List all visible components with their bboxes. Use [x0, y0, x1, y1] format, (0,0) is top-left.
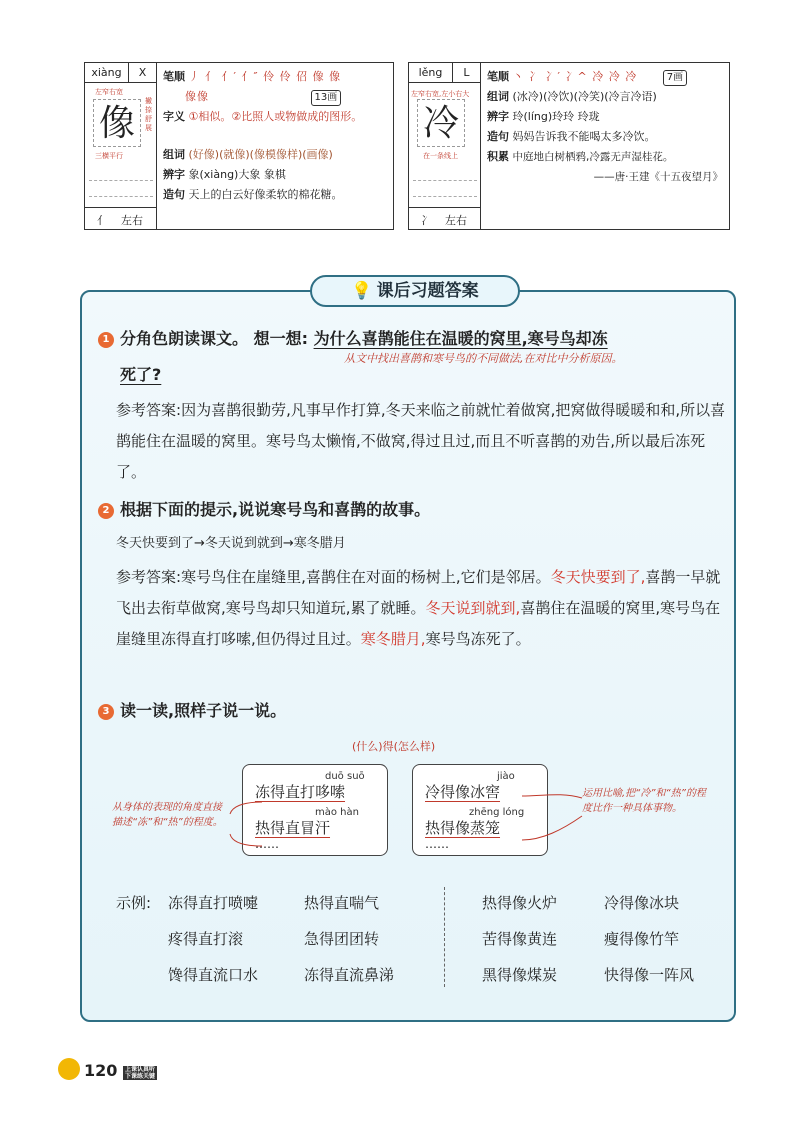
answer-label: 参考答案:: [116, 568, 182, 586]
meaning: ①相似。②比照人或物做成的图形。: [188, 110, 363, 123]
answer-part-3: 喜鹊住在温暖的窝里,寒号鸟在崖缝里冻得直打哆嗦,但仍得过且过。: [116, 599, 721, 648]
banner-title: 课后习题答案: [376, 281, 479, 301]
words-label: 组词: [487, 90, 509, 103]
sentence: 妈妈告诉我不能喝太多冷饮。: [512, 130, 656, 143]
strokes-label: 笔顺: [487, 70, 509, 83]
pattern-title: (什么)得(怎么样): [352, 740, 436, 753]
example-line: 热得像蒸笼: [425, 819, 501, 837]
stroke-sequence-cont: 像像: [185, 90, 209, 103]
words-label: 组词: [163, 148, 185, 161]
example-left-3a: 馋得直流口水: [168, 966, 259, 984]
answer-label: 参考答案:: [116, 401, 182, 419]
example-right-2a: 苦得像黄连: [482, 930, 558, 948]
structure-label: 左右: [121, 214, 143, 227]
vocab-card-leng: [408, 62, 730, 230]
words: (好像)(就像)(像模像样)(画像): [188, 148, 333, 161]
pinyin-zhenglong: zhēng lóng: [469, 807, 525, 818]
q2-hint: 冬天快要到了→冬天说到就到→寒冬腊月: [116, 536, 346, 551]
distinguish-label: 辨字: [487, 110, 509, 123]
ellipsis: ……: [425, 837, 449, 851]
mascot-icon: [58, 1058, 80, 1080]
highlight-3: 寒冬腊月,: [360, 630, 426, 648]
example-label: 示例:: [116, 894, 152, 912]
q3-question: 读一读,照样子说一说。: [120, 701, 287, 720]
divider: [444, 887, 445, 987]
left-arrows: [202, 782, 262, 862]
q1-tip: 从文中找出喜鹊和寒号鸟的不同做法,在对比中分析原因。: [344, 352, 623, 365]
pinyin-box: lěng: [409, 63, 453, 83]
radical-row: [409, 207, 481, 229]
pinyin-duosuo: duō suō: [325, 771, 365, 782]
question-3: [98, 696, 286, 726]
example-left-2b: 急得团团转: [304, 930, 380, 948]
poem-source: ——唐·王建《十五夜望月》: [593, 171, 723, 183]
answer-part-2: 喜鹊一早就飞出去衔草做窝,寒号鸟却只知道玩,累了就睡。: [116, 568, 721, 617]
structure-tag: 左窄右宽,左小右大: [411, 90, 470, 98]
question-number-icon: 1: [98, 332, 114, 348]
lightbulb-icon: 💡: [351, 281, 373, 301]
footer-tag: 上课认真听 下课练关键: [124, 1066, 155, 1080]
character-column: [409, 63, 481, 229]
ellipsis: ……: [255, 837, 279, 851]
q2-question: 根据下面的提示,说说寒号鸟和喜鹊的故事。: [120, 500, 431, 519]
accumulate-label: 积累: [487, 150, 509, 163]
answer-part-1: 寒号鸟住在崖缝里,喜鹊住在对面的杨树上,它们是邻居。: [181, 568, 551, 586]
poem-line: 中庭地白树栖鸦,冷露无声湿桂花。: [512, 151, 674, 163]
question-1-cont: [120, 360, 161, 390]
character-glyph: 像: [93, 99, 141, 147]
page-number: 120 上课认真听 下课练关键: [58, 1058, 157, 1080]
example-right-3b: 快得像一阵风: [604, 966, 695, 984]
example-line: 热得直冒汗: [255, 819, 331, 837]
row-tag: 在一条线上: [423, 152, 458, 160]
q1-lead: 分角色朗读课文。 想一想:: [120, 329, 308, 348]
row-tag: 三横平行: [95, 152, 123, 160]
answer-part-4: 寒号鸟冻死了。: [425, 630, 531, 648]
sentence-label: 造句: [163, 188, 185, 201]
pinyin-maohan: mào hàn: [315, 807, 359, 818]
distinguish-label: 辨字: [163, 168, 185, 181]
stroke-count: 7画: [663, 70, 687, 86]
character-column: [85, 63, 157, 229]
example-left-1a: 冻得直打喷嚏: [168, 894, 259, 912]
q1-question: 为什么喜鹊能住在温暖的窝里,寒号鸟却冻: [313, 329, 608, 348]
question-2: [98, 495, 430, 525]
highlight-1: 冬天快要到了,: [550, 568, 646, 586]
left-annotation: 从身体的表现的角度直接描述“冻”和“热”的程度。: [112, 802, 223, 828]
strokes-label: 笔顺: [163, 70, 185, 83]
card-body: [163, 67, 387, 205]
q1-question-cont: 死了?: [120, 365, 162, 384]
character-glyph: 冷: [417, 99, 465, 147]
structure-tag: 左窄右宽: [95, 88, 123, 96]
stroke-count: 13画: [311, 90, 342, 106]
structure-label: 左右: [445, 214, 467, 227]
sentence: 天上的白云好像柔软的棉花糖。: [188, 188, 343, 201]
card-body: [487, 67, 723, 187]
side-tag: 撇捺舒展: [145, 97, 152, 132]
example-right-2b: 瘦得像竹竿: [604, 930, 680, 948]
stroke-sequence: 丶 冫 冫′ 冫^ 冷 冷 冷: [512, 70, 638, 83]
question-number-icon: 3: [98, 704, 114, 720]
initial-box: X: [129, 63, 157, 83]
pinyin-box: xiàng: [85, 63, 129, 83]
right-arrows: [522, 780, 584, 860]
pinyin-jiao: jiào: [497, 771, 515, 782]
radical: 亻: [97, 214, 108, 227]
highlight-2: 冬天说到就到,: [425, 599, 521, 617]
words: (冰冷)(冷饮)(冷笑)(冷言冷语): [512, 90, 657, 103]
stroke-sequence: 丿 亻 亻′ 亻″ 伶 伶 佋 像 像: [188, 70, 342, 83]
answer-panel: [80, 290, 736, 1022]
answer-text: 因为喜鹊很勤劳,凡事早作打算,冬天来临之前就忙着做窝,把窝做得暖暖和和,所以喜鹊能住在温暖的窝里。寒号鸟太懒惰,不做窝,得过且过,而且不听喜鹊的劝告,所以最后冻死了。: [116, 401, 726, 481]
question-number-icon: 2: [98, 503, 114, 519]
radical-row: [85, 207, 157, 229]
vocab-card-xiang: [84, 62, 394, 230]
example-box-left: [242, 764, 388, 856]
example-line: 冻得直打哆嗦: [255, 783, 346, 801]
q1-answer: [116, 395, 726, 488]
distinguish: 象(xiàng)大象 象棋: [188, 168, 286, 181]
distinguish: 玲(líng)玲玲 玲珑: [512, 110, 600, 123]
meaning-label: 字义: [163, 110, 185, 123]
right-annotation: 运用比喻,把“冷”和“热”的程度比作一种具体事物。: [582, 788, 706, 814]
example-left-2a: 疼得直打滚: [168, 930, 244, 948]
example-right-3a: 黑得像煤炭: [482, 966, 558, 984]
section-banner: [310, 275, 520, 307]
initial-box: L: [453, 63, 481, 83]
q2-answer: [116, 562, 726, 655]
radical: 冫: [421, 214, 432, 227]
example-right-1a: 热得像火炉: [482, 894, 558, 912]
example-right-1b: 冷得像冰块: [604, 894, 680, 912]
example-line: 冷得像冰窖: [425, 783, 501, 801]
example-left-1b: 热得直喘气: [304, 894, 380, 912]
sentence-label: 造句: [487, 130, 509, 143]
example-left-3b: 冻得直流鼻涕: [304, 966, 395, 984]
